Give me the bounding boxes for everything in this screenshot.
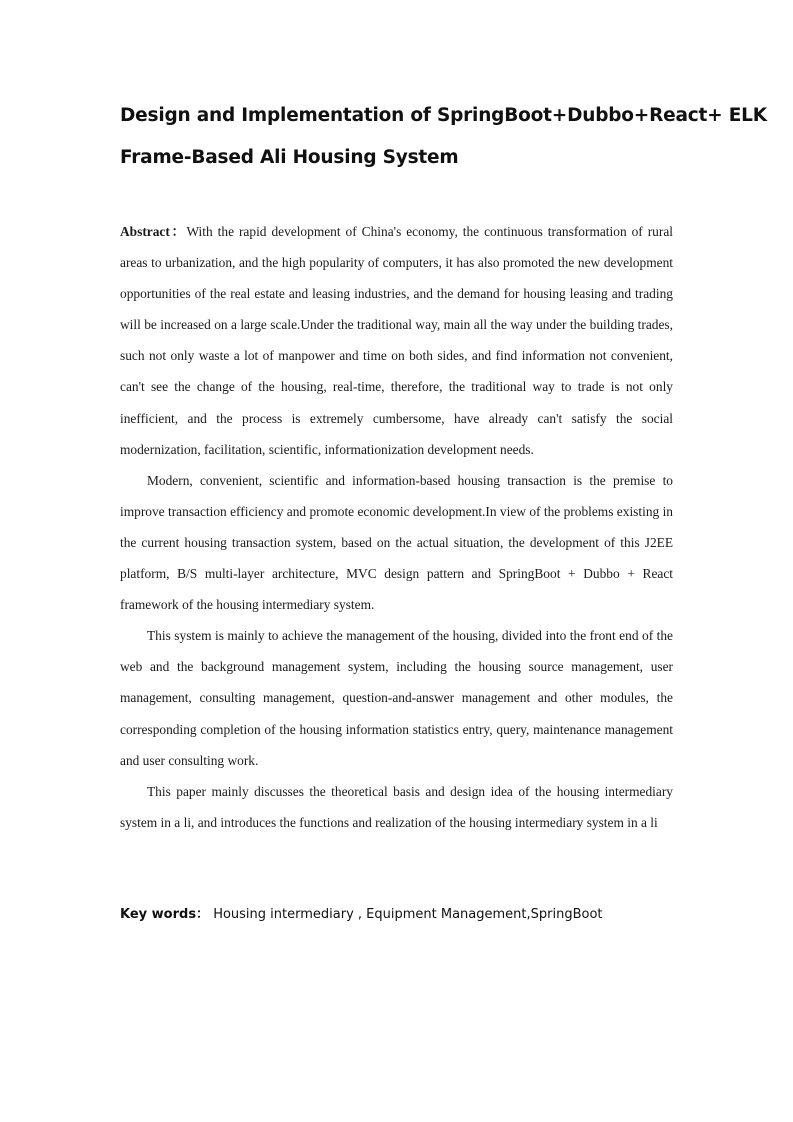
abstract-section: [120, 216, 673, 838]
abstract-paragraph-2: Modern, convenient, scientific and information-based housing transaction is the premise to improve transaction efficiency and promote economic development.In view of the problems existing in the current housing transaction system, based on the actual situation, the development of this J2EE platform, B/S multi-layer architecture, MVC design pattern and SpringBoot + Dubbo + React framework of the housing intermediary system.: [120, 472, 673, 613]
paper-title-line-1: Design and Implementation of SpringBoot+Dubbo+React+ ELK: [120, 105, 767, 126]
keywords-text: Housing intermediary , Equipment Management,SpringBoot: [209, 907, 603, 922]
abstract-paragraph-3: This system is mainly to achieve the management of the housing, divided into the front end of the web and the background management system, including the housing source management, user management, consulting management, question-and-answer management and other modules, the corresponding completion of the housing information statistics entry, query, maintenance management and user consulting work.: [120, 628, 673, 768]
abstract-label: Abstract：: [120, 224, 187, 239]
abstract-paragraph-4: This paper mainly discusses the theoretical basis and design idea of the housing intermediary system in a li, and introduces the functions and realization of the housing intermediary system in a li: [120, 783, 673, 830]
keywords-line: [120, 903, 680, 922]
abstract-paragraph-1: [120, 216, 673, 465]
paper-title-line-2: Frame-Based Ali Housing System: [120, 147, 459, 168]
keywords-label: Key words：: [120, 907, 210, 922]
abstract-paragraph-1-text: With the rapid development of China's economy, the continuous transformation of rural areas to urbanization, and the high popularity of computers, it has also promoted the new development opportunities of the real estate and leasing industries, and the demand for housing leasing and trading will be increased on a large scale.Under the traditional way, main all the way under the building trades, such not only waste a lot of manpower and time on both sides, and find information not convenient, can't see the change of the housing, real-time, therefore, the traditional way to trade is not only inefficient, and the process is extremely cumbersome, have already can't satisfy the social modernization, facilitation, scientific, informationization development needs.: [120, 224, 673, 457]
